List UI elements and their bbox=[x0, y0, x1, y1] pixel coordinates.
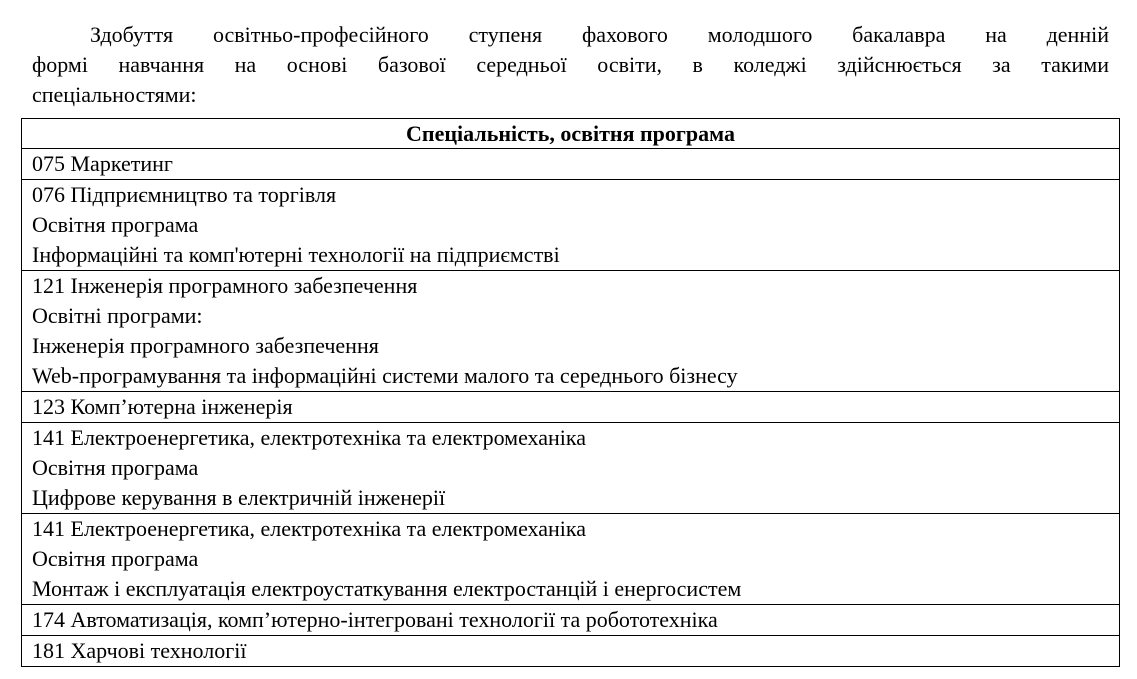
table-cell bbox=[22, 423, 1120, 514]
table-cell bbox=[22, 149, 1120, 180]
cell-line: Web-програмування та інформаційні системи малого та середнього бізнесу bbox=[32, 363, 738, 388]
table-row bbox=[22, 514, 1120, 605]
table-row bbox=[22, 636, 1120, 667]
table-cell bbox=[22, 392, 1120, 423]
table-row bbox=[22, 180, 1120, 271]
cell-line: 141 Електроенергетика, електротехніка та електромеханіка bbox=[32, 425, 587, 450]
table-row bbox=[22, 423, 1120, 514]
table-row bbox=[22, 271, 1120, 392]
table-cell bbox=[22, 180, 1120, 271]
cell-line: 076 Підприємництво та торгівля bbox=[32, 182, 337, 207]
table-header-cell: Спеціальність, освітня програма bbox=[22, 119, 1120, 149]
table-row bbox=[22, 605, 1120, 636]
intro-line: Здобуття освітньо-професійного ступеня фахового молодшого бакалавра на денній bbox=[90, 22, 1109, 47]
table-row bbox=[22, 149, 1120, 180]
cell-line: 123 Комп’ютерна інженерія bbox=[32, 394, 293, 419]
cell-line: Освітня програма bbox=[32, 212, 199, 237]
cell-line: Інженерія програмного забезпечення bbox=[32, 333, 379, 358]
specialties-table bbox=[21, 118, 1120, 667]
intro-paragraph bbox=[32, 20, 1109, 110]
cell-line: Монтаж і експлуатація електроустаткування електростанцій і енергосистем bbox=[32, 576, 742, 601]
cell-line: Освітні програми: bbox=[32, 303, 203, 328]
cell-line: 181 Харчові технології bbox=[32, 638, 247, 663]
intro-line: спеціальностями: bbox=[32, 82, 197, 107]
table-cell bbox=[22, 514, 1120, 605]
cell-line: 141 Електроенергетика, електротехніка та електромеханіка bbox=[32, 516, 587, 541]
cell-line: Освітня програма bbox=[32, 546, 199, 571]
intro-line: формі навчання на основі базової середньої освіти, в коледжі здійснюється за такими bbox=[32, 52, 1109, 77]
table-cell bbox=[22, 605, 1120, 636]
table-cell bbox=[22, 636, 1120, 667]
cell-line: Інформаційні та комп'ютерні технології на підприємстві bbox=[32, 242, 560, 267]
cell-line: Освітня програма bbox=[32, 455, 199, 480]
cell-line: 075 Маркетинг bbox=[32, 151, 173, 176]
cell-line: 121 Інженерія програмного забезпечення bbox=[32, 273, 418, 298]
cell-line: 174 Автоматизація, комп’ютерно-інтегровані технології та робототехніка bbox=[32, 607, 718, 632]
cell-line: Цифрове керування в електричній інженерії bbox=[32, 485, 446, 510]
table-body bbox=[22, 149, 1120, 667]
table-cell bbox=[22, 271, 1120, 392]
table-header-row bbox=[22, 119, 1120, 149]
table-row bbox=[22, 392, 1120, 423]
